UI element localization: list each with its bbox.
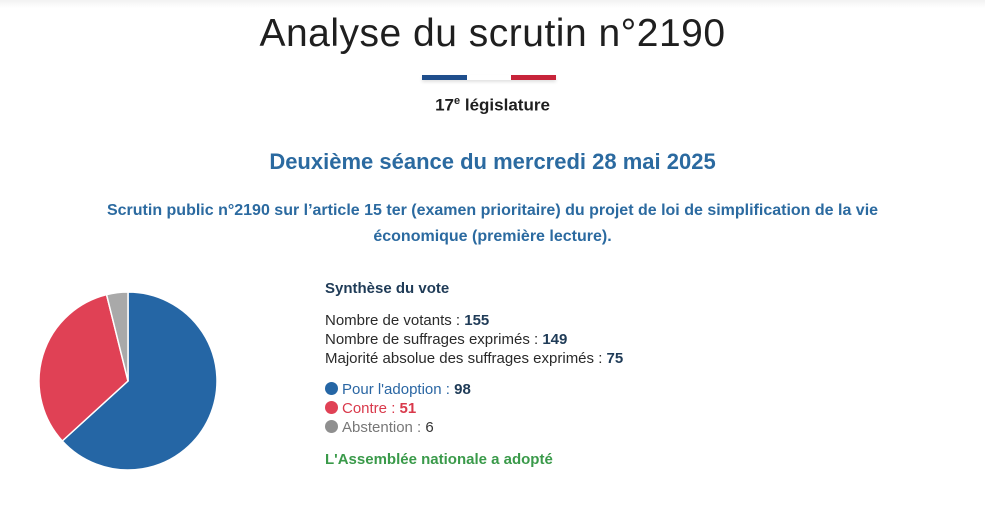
vote-verdict: L'Assemblée nationale a adopté <box>325 451 553 468</box>
tricolor-red <box>511 75 556 80</box>
vote-summary <box>325 280 785 468</box>
legislature-sup: e <box>454 95 461 107</box>
majorite-label: Majorité absolue des suffrages exprimés : <box>325 350 607 367</box>
suffrages-line <box>325 330 785 349</box>
scrutin-description: Scrutin public n°2190 sur l’article 15 ter (examen prioritaire) du projet de loi de simplification de la vie économique (première lecture). <box>106 202 879 245</box>
contre-value: 51 <box>399 400 417 417</box>
contre-label: Contre : <box>342 400 400 417</box>
majorite-line <box>325 349 785 368</box>
majorite-value: 75 <box>606 350 624 367</box>
contre-dot-icon <box>325 401 338 414</box>
suffrages-label: Nombre de suffrages exprimés : <box>325 331 543 348</box>
legislature-number: 17 <box>435 95 454 115</box>
suffrages-value: 149 <box>542 331 568 348</box>
summary-title: Synthèse du vote <box>325 280 450 297</box>
tricolor-white <box>467 75 512 80</box>
seance-heading: Deuxième séance du mercredi 28 mai 2025 <box>269 149 716 174</box>
votants-value: 155 <box>464 312 490 329</box>
abstention-line <box>325 418 785 437</box>
pour-line <box>325 380 785 399</box>
abstention-label: Abstention : <box>342 419 426 436</box>
tricolor-blue <box>422 75 467 80</box>
pour-label: Pour l'adoption : <box>342 381 455 398</box>
vote-results <box>325 380 785 437</box>
pour-value: 98 <box>454 381 471 398</box>
legislature-word: législature <box>464 95 550 115</box>
vote-pie-chart <box>38 291 218 471</box>
abstention-value: 6 <box>425 419 434 436</box>
abstention-dot-icon <box>325 420 338 433</box>
votants-line <box>325 311 785 330</box>
votants-label: Nombre de votants : <box>325 312 465 329</box>
contre-line <box>325 399 785 418</box>
top-shadow <box>0 0 985 8</box>
tricolor-divider <box>422 75 556 80</box>
legislature-label <box>0 95 985 116</box>
pour-dot-icon <box>325 382 338 395</box>
page-title: Analyse du scrutin n°2190 <box>259 12 726 55</box>
